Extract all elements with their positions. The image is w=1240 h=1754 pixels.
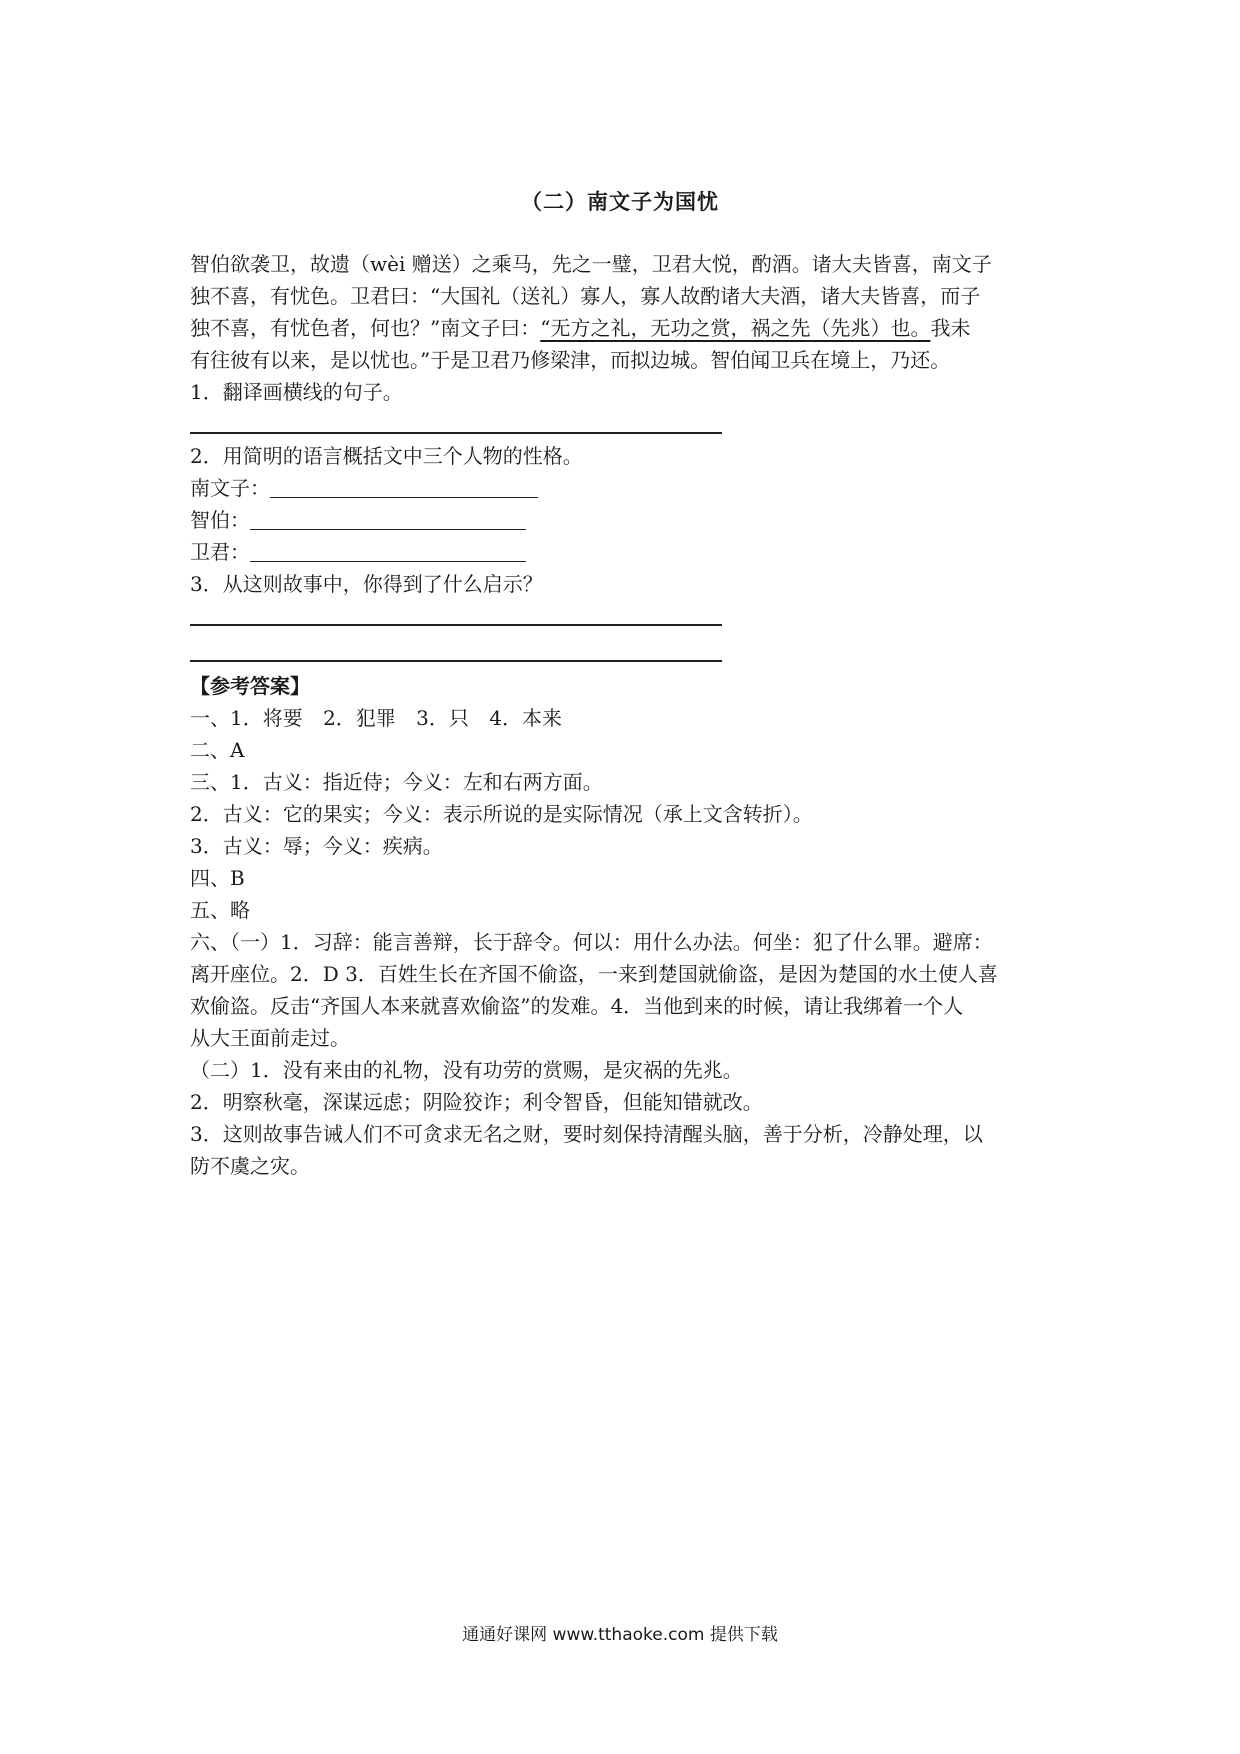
answer-six-part2-line: 2．明察秋毫，深谋远虑；阴险狡诈；利令智昏，但能知错就改。 (190, 1090, 763, 1114)
character-label: 南文子： (190, 476, 270, 500)
passage-line-4: 有往彼有以来，是以忧也。”于是卫君乃修梁津，而拟边城。智伯闻卫兵在境上，乃还。 (190, 348, 951, 372)
answer-line: 三、1．古义：指近侍；今义：左和右两方面。 (190, 770, 603, 794)
answer-key-header: 【参考答案】 (190, 674, 310, 698)
answer-line: 四、B (190, 866, 245, 890)
underlined-sentence: “无方之礼，无功之赏，祸之先（先兆）也。 (540, 316, 931, 340)
question-1: 1．翻译画横线的句子。 (190, 380, 403, 404)
passage-line-3 (190, 312, 1062, 344)
answer-line-q3-a[interactable] (190, 600, 722, 626)
document-body (190, 248, 1062, 1182)
answer-line: 3．古义：辱；今义：疾病。 (190, 834, 443, 858)
answer-six-part2-line: （二）1．没有来由的礼物，没有功劳的赏赐，是灾祸的先兆。 (190, 1058, 743, 1082)
answer-line: 五、略 (190, 898, 250, 922)
passage-line-1: 智伯欲袭卫，故遗（wèi 赠送）之乘马，先之一璧，卫君大悦，酌酒。诸大夫皆喜，南文子 (190, 252, 992, 276)
passage-line-3-end: 我未 (930, 316, 971, 340)
answer-six-part2-line: 防不虞之灾。 (190, 1154, 310, 1178)
answer-line: 2．古义：它的果实；今义：表示所说的是实际情况（承上文含转折）。 (190, 802, 813, 826)
page-title: （二）南文子为国忧 (521, 190, 719, 214)
answer-line-q3-b[interactable] (190, 632, 722, 662)
passage-line-2: 独不喜，有忧色。卫君曰：“大国礼（送礼）寡人，寡人故酌诸大夫酒，诸大夫皆喜，而子 (190, 284, 981, 308)
answer-blank[interactable] (250, 507, 526, 530)
character-row-zhibo (190, 504, 1062, 536)
character-label: 卫君： (190, 540, 250, 564)
answer-line-q1[interactable] (190, 408, 722, 434)
answer-line: 一、1．将要 2．犯罪 3．只 4．本来 (190, 706, 562, 730)
question-2: 2．用简明的语言概括文中三个人物的性格。 (190, 444, 583, 468)
question-3: 3．从这则故事中，你得到了什么启示？ (190, 572, 543, 596)
answer-six-part1-line: 六、（一）1．习辞：能言善辩，长于辞令。何以：用什么办法。何坐：犯了什么罪。避席： (190, 930, 993, 954)
footer-watermark: 通通好课网 www.tthaoke.com 提供下载 (462, 1625, 778, 1645)
answer-blank[interactable] (270, 475, 538, 498)
answer-six-part2-line: 3．这则故事告诫人们不可贪求无名之财，要时刻保持清醒头脑，善于分析，冷静处理，以 (190, 1122, 983, 1146)
answer-six-part1-line: 欢偷盗。反击“齐国人本来就喜欢偷盗”的发难。4．当他到来的时候，请让我绑着一个人 (190, 994, 964, 1018)
character-label: 智伯： (190, 508, 250, 532)
passage-line-3-start: 独不喜，有忧色者，何也？”南文子曰： (190, 316, 541, 340)
answer-line: 二、A (190, 738, 245, 762)
character-row-nanwenzi (190, 472, 1062, 504)
answer-blank[interactable] (250, 539, 526, 562)
character-row-weijun (190, 536, 1062, 568)
answer-six-part1-line: 离开座位。2．D 3．百姓生长在齐国不偷盗，一来到楚国就偷盗，是因为楚国的水土使人喜 (190, 962, 998, 986)
answer-six-part1-line: 从大王面前走过。 (190, 1026, 350, 1050)
